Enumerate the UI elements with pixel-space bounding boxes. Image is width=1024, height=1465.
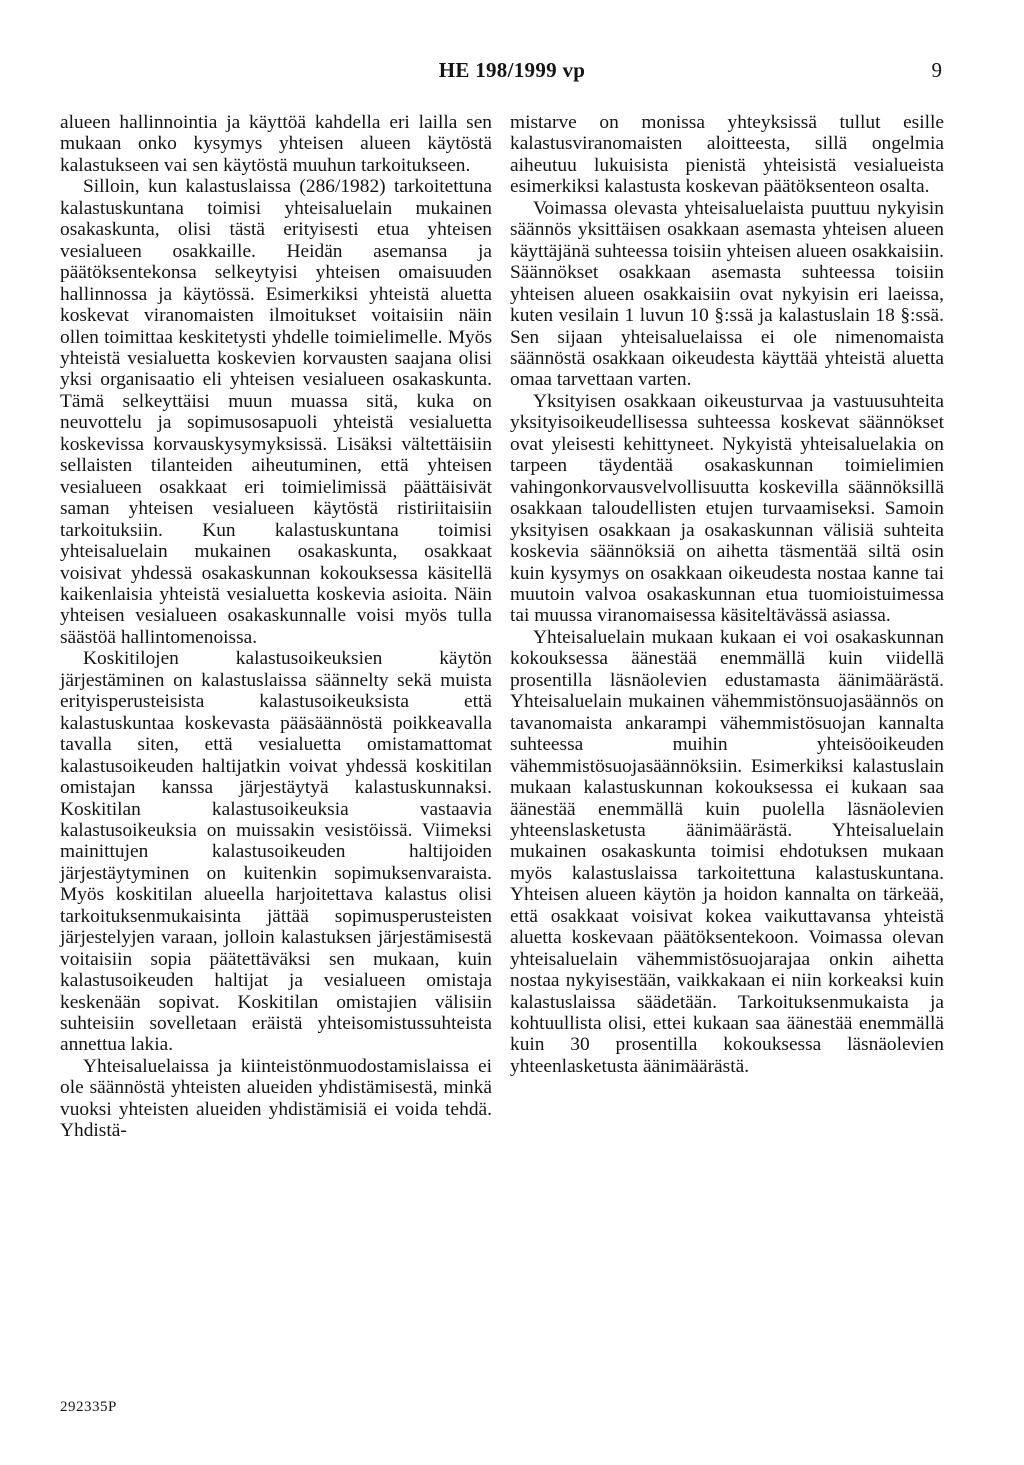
right-column: [510, 112, 944, 1077]
paragraph: mistarve on monissa yhteyksissä tullut esille kalastusviranomaisten aloitteesta, sillä ongelmia aiheutuu lukuisista pienistä yhteisistä vesialueista esimerkiksi kalastusta koskevan päätöksenteon osalta.: [510, 112, 944, 198]
paragraph: Silloin, kun kalastuslaissa (286/1982) tarkoitettuna kalastuskuntana toimisi yhteisaluelain mukainen osakaskunta, olisi tästä erityisesti etua yhteisen vesialueen osakkaille. Heidän asemansa ja päätöksentekonsa selkeytyisi yhteisen omaisuuden hallinnossa ja käytössä. Esimerkiksi yhteistä aluetta koskevat viranomaisten ilmoitukset voitaisiin näin ollen toimittaa keskitetysti yhdelle toimielimelle. Myös yhteistä vesialuetta koskevien korvausten saajana olisi yksi organisaatio eli yhteisen vesialueen osakaskunta. Tämä selkeyttäisi muun muassa sitä, kuka on neuvottelu ja sopimusosapuoli yhteistä vesialuetta koskevissa korvauskysymyksissä. Lisäksi vältettäisiin sellaisten tilanteiden aiheutuminen, että yhteisen vesialueen osakkaat eri toimielimissä päättäisivät saman yhteisen vesialueen käytöstä ristiriitaisiin tarkoituksiin. Kun kalastuskuntana toimisi yhteisaluelain mukainen osakaskunta, osakkaat voisivat yhdessä osakaskunnan kokouksessa käsitellä kaikenlaisia yhteistä vesialuetta koskevia asioita. Näin yhteisen vesialueen osakaskunnalle voisi myös tulla säästöä hallintomenoissa.: [60, 176, 492, 648]
paragraph: Yhteisaluelaissa ja kiinteistönmuodostamislaissa ei ole säännöstä yhteisten alueiden yhdistämisestä, minkä vuoksi yhteisten alueiden yhdistämisiä ei voida tehdä. Yhdistä-: [60, 1055, 492, 1142]
print-code: 292335P: [60, 1399, 117, 1415]
paragraph: Voimassa olevasta yhteisaluelaista puuttuu nykyisin säännös yksittäisen osakkaan asemasta yhteisen alueen käyttäjänä suhteessa toisiin yhteisen alueen osakkaisiin. Säännökset osakkaan asemasta suhteessa toisiin yhteisen alueen osakkaisiin ovat nykyisin eri laeissa, kuten vesilain 1 luvun 10 §:ssä ja kalastuslain 18 §:ssä. Sen sijaan yhteisaluelaissa ei ole nimenomaista säännöstä osakkaan oikeudesta käyttää yhteistä aluetta omaa tarvettaan varten.: [510, 197, 944, 391]
document-id: HE 198/1999 vp: [438, 58, 586, 82]
paragraph: alueen hallinnointia ja käyttöä kahdella eri lailla sen mukaan onko kysymys yhteisen alueen käytöstä kalastukseen vai sen käytöstä muuhun tarkoitukseen.: [60, 112, 492, 176]
page-header: [0, 58, 1024, 88]
left-column: [60, 112, 492, 1142]
paragraph: Koskitilojen kalastusoikeuksien käytön järjestäminen on kalastuslaissa säännelty sekä muista erityisperusteisista kalastusoikeuksista että kalastuskuntaa koskevasta pääsäännöstä poikkeavalla tavalla siten, että vesialuetta omistamattomat kalastusoikeuden haltijatkin voivat yhdessä koskitilan omistajan kanssa järjestäytyä kalastuskunnaksi. Koskitilan kalastusoikeuksia vastaavia kalastusoikeuksia on muissakin vesistöissä. Viimeksi mainittujen kalastusoikeuden haltijoiden järjestäytyminen on kuitenkin sopimuksenvaraista. Myös koskitilan alueella harjoitettava kalastus olisi tarkoituksenmukaisinta jättää sopimusperusteisten järjestelyjen varaan, jolloin kalastuksen järjestämisestä voitaisiin sopia päätettäväksi sen mukaan, kuin kalastusoikeuden haltijat ja vesialueen omistaja keskenään sopivat. Koskitilan omistajien välisiin suhteisiin sovelletaan eräistä yhteisomistussuhteista annettua lakia.: [60, 648, 492, 1056]
paragraph: Yhteisaluelain mukaan kukaan ei voi osakaskunnan kokouksessa äänestää enemmällä kuin viidellä prosentilla läsnäolevien edustamasta äänimäärästä. Yhteisaluelain mukainen vähemmistönsuojasäännös on tavanomaista ankarampi vähemmistösuojan kannalta suhteessa muihin yhteisöoikeuden vähemmistösuojasäännöksiin. Esimerkiksi kalastuslain mukaan kalastuskunnan kokouksessa ei kukaan saa äänestää enemmällä kuin puolella läsnäolevien yhteenslasketusta äänimäärästä. Yhteisaluelain mukainen osakaskunta toimisi ehdotuksen mukaan myös kalastuslaissa tarkoitettuna kalastuskuntana. Yhteisen alueen käytön ja hoidon kannalta on tärkeää, että osakkaat voisivat kokea vaikuttavansa yhteistä aluetta koskevaan päätöksentekoon. Voimassa olevan yhteisaluelain vähemmistösuojarajaa onkin aihetta nostaa nykyisestään, vaikkakaan ei niin korkeaksi kuin kalastuslaissa säädetään. Tarkoituksenmukaista ja kohtuullista olisi, ettei kukaan saa äänestää enemmällä kuin 30 prosentilla kokouksessa läsnäolevien yhteenlasketusta äänimäärästä.: [510, 626, 944, 1077]
page-number: 9: [931, 58, 942, 82]
paragraph: Yksityisen osakkaan oikeusturvaa ja vastuusuhteita yksityisoikeudellisessa suhteessa koskevat säännökset ovat yleisesti kehittyneet. Nykyistä yhteisaluelakia on tarpeen täydentää osakaskunnan toimielimien vahingonkorvausvelvollisuutta koskevilla säännöksillä osakkaan taloudellisten etujen turvaamiseksi. Samoin yksityisen osakkaan ja osakaskunnan välisiä suhteita koskevia säännöksiä on aihetta täsmentää siltä osin kuin kysymys on osakkaan oikeudesta nostaa kanne tai muutoin valvoa osakaskunnan etua tuomioistuimessa tai muussa viranomaisessa käsiteltävässä asiassa.: [510, 390, 944, 627]
